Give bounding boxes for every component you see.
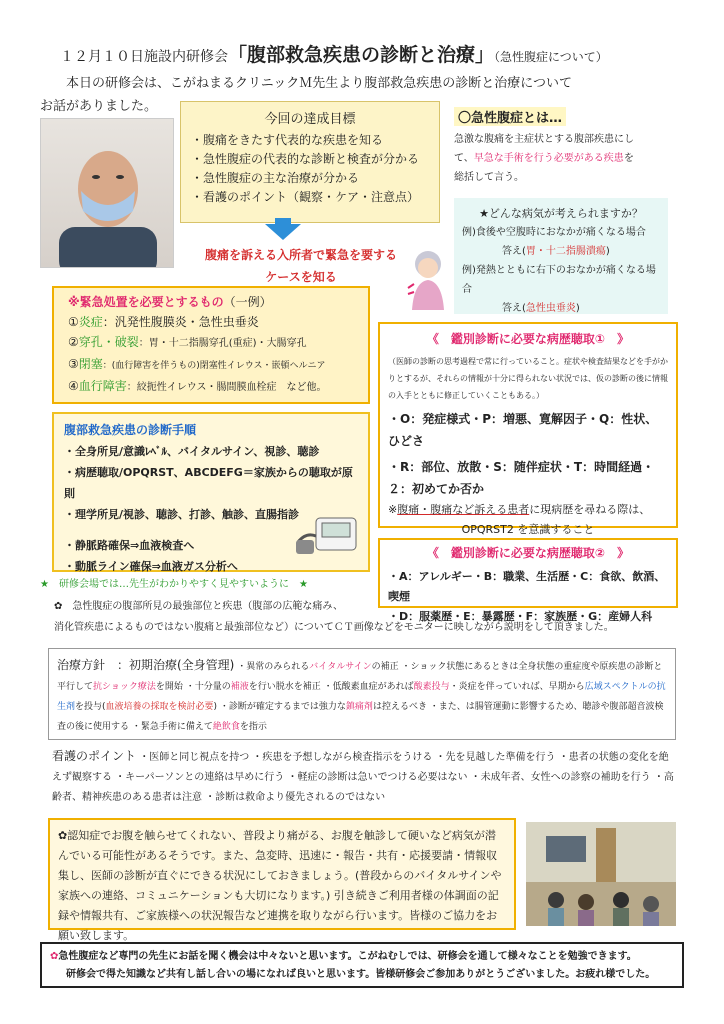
page-title: １２月１０日施設内研修会「腹部救急疾患の診断と治療」（急性腹症について） — [60, 44, 608, 66]
treatment-policy-box: 治療方針 ：初期治療(全身管理) ・異常のみられるバイタルサインの補正 ・ショック状態にあるときは全身状態の重症度や原疾患の診断と平行して抗ショック療法を開始 ・十分量の補液を行い脱水を補正 ・低酸素血症があれば酸素投与・炎症を伴っていれば、早期から広域スペクトルの抗生剤を投与(血液培養の採取を検討必要) ・診断が確定するまでは強力な鎮痛剤は控えるべき ・また、は腸管運動に影響するため、聴診や腹部超音波検査の後に使用する ・緊急手術に備えて絶飲食を指示 — [48, 648, 676, 740]
goals-heading: 今回の達成目標 — [264, 112, 356, 127]
closing-message-box: ✿急性腹症など専門の先生にお話を聞く機会は中々ないと思います。こがねむしでは、研修会を通して様々なことを勉強できます。 研修会で得た知識など共有し話し合いの場になれば良いと思います。皆様研修会ご参加ありがとうございました。お疲れ様でした。 — [40, 942, 684, 988]
doctor-photo — [40, 118, 174, 268]
venue-description: ✿ 急性腹症の腹部所見の最強部位と疾患（腹部の広範な痛み、 消化管疾患によるものではない腹痛と最強部位など）についてＣＴ画像などをモニターに映しながら説明をして頂きました。 — [54, 601, 614, 633]
venue-note: ★ 研修会場では…先生がわかりやすく見やすいように ★ — [40, 579, 308, 590]
goal-item: ・急性腹症の主な治療が分かる — [191, 171, 360, 185]
intro-line-2: お話がありました。 — [40, 99, 158, 114]
acute-abdomen-definition: 〇急性腹症とは… 急激な腹痛を主症状とする腹部疾患にし て、早急な手術を行う必要がある疾患を 総括して言う。 — [454, 107, 694, 187]
goals-box — [180, 101, 440, 223]
urgent-callout: 腹痛を訴える入所者で緊急を要する ケースを知る — [204, 248, 397, 284]
history-taking-box-1: 《 鑑別診断に必要な病歴聴取① 》 （医師の診断の思考過程で常に行っていること。症状や検査結果などを手がかりとするが、それらの情報が十分に得られない状況では、仮の診断の後に情報の入手とともに修正していくこともある。） ・O：発症様式・P：増悪、寛解因子・Q：性状、ひどさ ・R：部位、放散・S：随伴症状・T：時間経過・２：初めてか否か ※腹痛・腹痛など訴える患者に現病歴を尋ねる際は、 OPQRST2 を意識すること — [378, 322, 678, 528]
elderly-woman-icon — [404, 248, 452, 312]
goal-item: ・急性腹症の代表的な診断と検査が分かる — [191, 152, 420, 166]
down-arrow-icon — [265, 224, 301, 240]
diagnosis-procedure-box: 腹部救急疾患の診断手順 ・全身所見/意識ﾚﾍﾞﾙ、バイタルサイン、視診、聴診 ・病歴聴取/OPQRST、ABCDEFG＝家族からの聴取が原則 ・理学所見/視診、聴診、打診、触診、直腸指診 ・静脈路確保⇒血液検査へ ・動脈ライン確保⇒血液ガス分析へ — [52, 412, 370, 572]
goal-item: ・看護のポイント（観察・ケア・注意点） — [191, 190, 420, 204]
dementia-note-box: ✿認知症でお腹を触らせてくれない、普段より痛がる、お腹を触診して硬いなど病気が潜んでいる可能性があるそうです。また、急変時、迅速に・報告・共有・応援要請・情報収集し、医師の診断が直ぐにできる状況にしておきましょう。(普段からのバイタルサインや家族への連絡、コミュニケーションも大切になります。) 引き続きご利用者様の体調面の記録や情報共有、ご家族様への状況報告など連携を取りながら行います。皆様のご協力をお願い致します。 — [48, 818, 516, 930]
goal-item: ・腹痛をきたす代表的な疾患を知る — [191, 133, 384, 147]
history-taking-box-2: 《 鑑別診断に必要な病歴聴取② 》 ・A：アレルギー・B：職業、生活歴・C：食欲、飲酒、喫煙 ・D：服薬歴・E：暴露歴・F：家族歴・G：産婦人科 — [378, 538, 678, 608]
illness-quiz-box: ★どんな病気が考えられますか？ 例)食後や空腹時におなかが痛くなる場合 答え(胃・十二指腸潰瘍) 例)発熱とともに右下のおなかが痛くなる場合 答え(急性虫垂炎) — [454, 198, 668, 314]
emergency-box: ※緊急処置を必要とするもの（一例） ①炎症：汎発性腹膜炎・急性虫垂炎 ②穿孔・破裂：胃・十二指腸穿孔(重症)・大腸穿孔 ③閉塞：(血行障害を伴うもの)閉塞性イレウス・嵌頓ヘルニア ④血行障害：絞扼性イレウス・腸間膜血栓症 など他。 — [52, 286, 370, 404]
seminar-room-photo — [526, 822, 676, 926]
intro-line-1: 本日の研修会は、こがねまるクリニックＭ先生より腹部救急疾患の診断と治療について — [66, 76, 572, 91]
nursing-points: 看護のポイント ・医師と同じ視点を持つ ・疾患を予想しながら検査指示をうける ・先を見越した準備を行う ・患者の状態の変化を絶えず観察する ・キーパーソンとの連絡は早めに行う ・軽症の診断は急いでつける必要はない ・未成年者、女性への診察の補助を行う ・高齢者、精神疾患のある患者は注意 ・診断は救命より優先されるのではない — [52, 749, 674, 803]
blood-pressure-monitor-icon — [294, 512, 360, 560]
